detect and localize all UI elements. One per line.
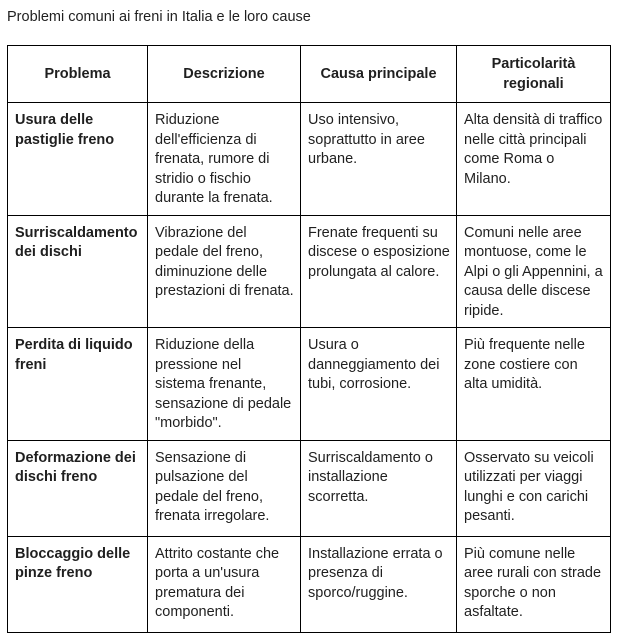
cell-regionali: Comuni nelle aree montuose, come le Alpi o gli Appennini, a causa delle discese ripide. [457, 215, 611, 328]
table-header-row [8, 46, 611, 103]
cell-causa: Surriscaldamento o installazione scorretta. [301, 440, 457, 536]
cell-regionali: Più frequente nelle zone costiere con alta umidità. [457, 328, 611, 441]
cell-causa: Installazione errata o presenza di sporco/ruggine. [301, 536, 457, 632]
cell-regionali: Più comune nelle aree rurali con strade sporche o non asfaltate. [457, 536, 611, 632]
cell-problema: Deformazione dei dischi freno [8, 440, 148, 536]
header-problema: Problema [8, 46, 148, 103]
cell-causa: Uso intensivo, soprattutto in aree urbane. [301, 103, 457, 216]
cell-regionali: Osservato su veicoli utilizzati per viaggi lunghi e con carichi pesanti. [457, 440, 611, 536]
table-row [8, 440, 611, 536]
cell-regionali: Alta densità di traffico nelle città principali come Roma o Milano. [457, 103, 611, 216]
cell-descrizione: Riduzione della pressione nel sistema frenante, sensazione di pedale "morbido". [148, 328, 301, 441]
cell-descrizione: Vibrazione del pedale del freno, diminuzione delle prestazioni di frenata. [148, 215, 301, 328]
cell-descrizione: Sensazione di pulsazione del pedale del freno, frenata irregolare. [148, 440, 301, 536]
header-causa-principale: Causa principale [301, 46, 457, 103]
table-row [8, 328, 611, 441]
cell-problema: Perdita di liquido freni [8, 328, 148, 441]
cell-causa: Usura o danneggiamento dei tubi, corrosione. [301, 328, 457, 441]
cell-causa: Frenate frequenti su discese o esposizione prolungata al calore. [301, 215, 457, 328]
cell-problema: Bloccaggio delle pinze freno [8, 536, 148, 632]
page-title: Problemi comuni ai freni in Italia e le loro cause [7, 9, 311, 25]
cell-problema: Surriscaldamento dei dischi [8, 215, 148, 328]
cell-problema: Usura delle pastiglie freno [8, 103, 148, 216]
cell-descrizione: Riduzione dell'efficienza di frenata, rumore di stridio o fischio durante la frenata. [148, 103, 301, 216]
brake-problems-table [7, 45, 611, 633]
table-row [8, 536, 611, 632]
cell-descrizione: Attrito costante che porta a un'usura prematura dei componenti. [148, 536, 301, 632]
header-descrizione: Descrizione [148, 46, 301, 103]
header-particolarita-regionali: Particolarità regionali [457, 46, 611, 103]
table-row [8, 103, 611, 216]
table-row [8, 215, 611, 328]
